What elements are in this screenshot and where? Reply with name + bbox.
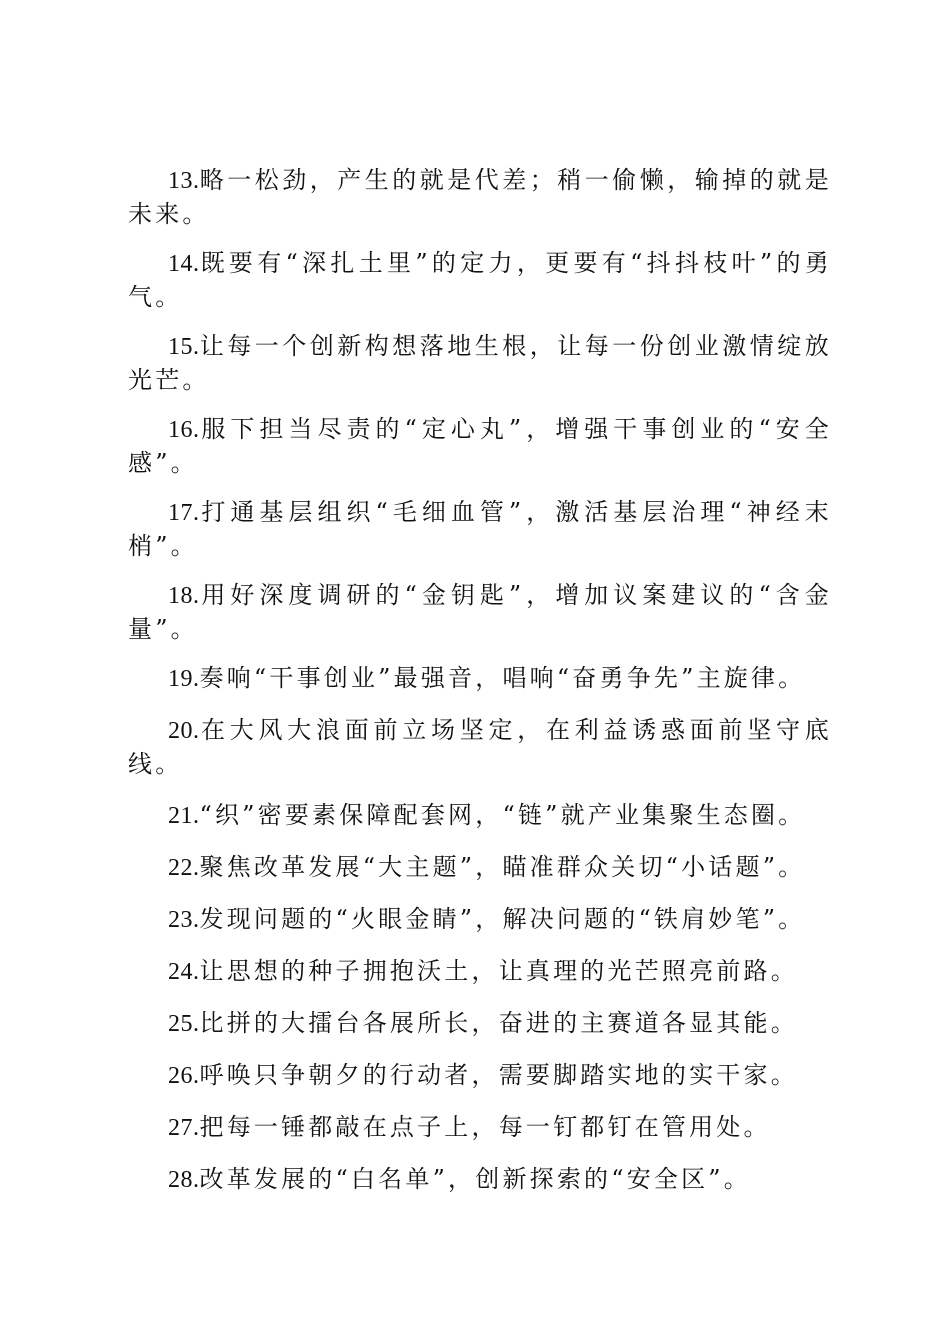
item-number: 18.: [168, 583, 200, 609]
item-number: 23.: [168, 907, 200, 933]
item-number: 20.: [168, 718, 200, 744]
item-number: 14.: [168, 251, 200, 277]
list-item: [128, 1059, 832, 1093]
list-item: [128, 579, 832, 646]
list-item: [128, 662, 832, 696]
list-item: [128, 1163, 832, 1197]
item-text: “织”密要素保障配套网，“链”就产业集聚生态圈。: [199, 801, 806, 829]
item-text: 聚焦改革发展“大主题”，瞄准群众关切“小话题”。: [199, 853, 806, 881]
item-text: 既要有“深扎土里”的定力，更要有“抖抖枝叶”的勇气。: [128, 249, 832, 311]
item-text: 改革发展的“白名单”，创新探索的“安全区”。: [199, 1165, 751, 1193]
item-number: 15.: [168, 334, 200, 360]
item-text: 服下担当尽责的“定心丸”，增强干事创业的“安全感”。: [128, 415, 832, 477]
item-text: 奏响“干事创业”最强音，唱响“奋勇争先”主旋律。: [199, 664, 806, 692]
item-number: 22.: [168, 855, 200, 881]
list-item: [128, 247, 832, 314]
item-text: 发现问题的“火眼金睛”，解决问题的“铁肩妙笔”。: [199, 905, 806, 933]
item-text: 在大风大浪面前立场坚定，在利益诱惑面前坚守底线。: [128, 716, 832, 778]
item-text: 略一松劲，产生的就是代差；稍一偷懒，输掉的就是未来。: [128, 166, 832, 228]
item-number: 19.: [168, 666, 200, 692]
item-number: 28.: [168, 1167, 200, 1193]
item-text: 让思想的种子拥抱沃土，让真理的光芒照亮前路。: [199, 957, 798, 985]
item-text: 比拼的大擂台各展所长，奋进的主赛道各显其能。: [199, 1009, 798, 1037]
list-item: [128, 714, 832, 781]
item-number: 24.: [168, 959, 200, 985]
item-number: 17.: [168, 500, 200, 526]
item-text: 让每一个创新构想落地生根，让每一份创业激情绽放光芒。: [128, 332, 832, 394]
item-number: 26.: [168, 1063, 200, 1089]
item-number: 13.: [168, 168, 200, 194]
item-text: 呼唤只争朝夕的行动者，需要脚踏实地的实干家。: [199, 1061, 798, 1089]
list-item: [128, 955, 832, 989]
list-item: [128, 903, 832, 937]
list-item: [128, 496, 832, 563]
item-number: 27.: [168, 1115, 200, 1141]
list-item: [128, 330, 832, 397]
list-item: [128, 164, 832, 231]
list-item: [128, 1007, 832, 1041]
list-item: [128, 799, 832, 833]
item-number: 21.: [168, 803, 200, 829]
item-number: 16.: [168, 417, 200, 443]
slogan-list: [128, 164, 832, 1215]
item-text: 把每一锤都敲在点子上，每一钉都钉在管用处。: [199, 1113, 771, 1141]
item-text: 用好深度调研的“金钥匙”，增加议案建议的“含金量”。: [128, 581, 832, 643]
item-number: 25.: [168, 1011, 200, 1037]
list-item: [128, 1111, 832, 1145]
item-text: 打通基层组织“毛细血管”，激活基层治理“神经末梢”。: [128, 498, 832, 560]
list-item: [128, 851, 832, 885]
list-item: [128, 413, 832, 480]
